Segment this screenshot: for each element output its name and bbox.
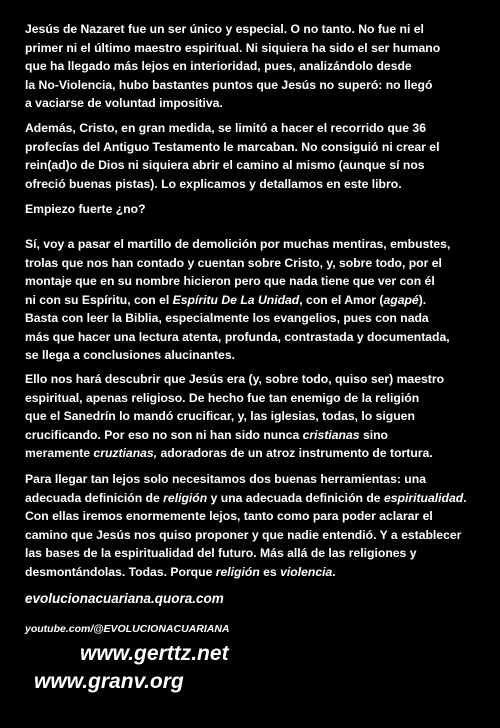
text-line: que ha llegado más lejos en interioridad, pues, analizándolo desde	[25, 59, 412, 73]
text-line	[25, 426, 495, 445]
text-line	[25, 489, 495, 508]
text-line: montaje que en su nombre hicieron pero que nada tiene que ver con él	[25, 274, 435, 288]
text-line: Para llegar tan lejos solo necesitamos dos buenas herramientas: una	[25, 472, 426, 486]
text-line: Ello nos hará descubrir que Jesús era (y, sobre todo, quiso ser) maestro	[25, 372, 445, 386]
gerttz-website-link[interactable]: www.gerttz.net	[80, 642, 229, 665]
quora-link[interactable]: evolucionacuariana.quora.com	[25, 591, 224, 606]
youtube-link[interactable]: youtube.com/@EVOLUCIONACUARIANA	[25, 623, 230, 635]
text-line: Empiezo fuerte ¿no?	[25, 202, 146, 216]
paragraph-strong-start	[25, 200, 495, 219]
text-line	[25, 444, 495, 463]
text-line: trolas que nos han contado y cuentan sobre Cristo, y, sobre todo, por el	[25, 255, 442, 270]
text-fragment: crucificando. Por eso no son ni han sido nunca	[25, 427, 303, 442]
text-line: rein(ad)o de Dios ni siquiera abrir el camino al mismo (aunque sí nos	[25, 158, 425, 172]
text-fragment: desmontándolas. Todas. Porque	[25, 564, 216, 579]
text-line: Con ellas iremos enormemente lejos, tanto como para poder aclarar el	[25, 509, 433, 523]
text-fragment: meramente	[25, 446, 94, 460]
paragraph-prophecies	[25, 119, 495, 193]
paragraph-tools	[25, 470, 495, 581]
text-line: ofreció buenas pistas). Lo explicamos y detallamos en este libro.	[25, 176, 402, 191]
text-line: más que hacer una lectura atenta, profunda, contrastada y documentada,	[25, 329, 450, 344]
text-line: las bases de la espiritualidad del futuro. Más allá de las religiones y	[25, 546, 417, 560]
emphasis-text: espiritualidad	[383, 490, 464, 505]
text-line	[25, 291, 495, 310]
text-fragment: .	[332, 564, 336, 579]
text-line: a vaciarse de voluntad impositiva.	[25, 96, 223, 110]
text-line: primer ni el último maestro espiritual. Ni siquiera ha sido el ser humano	[25, 40, 441, 55]
text-line: espiritual, apenas religioso. De hecho fue tan enemigo de la religión	[25, 390, 420, 405]
emphasis-text: religión	[163, 490, 208, 505]
text-line: profecías del Antiguo Testamento le marcaban. No consiguió ni crear el	[25, 139, 440, 154]
emphasis-text: agapé	[383, 292, 419, 307]
text-fragment: adoradoras de un atroz instrumento de tortura.	[157, 446, 433, 460]
emphasis-text: violencia	[280, 564, 333, 579]
text-line: Además, Cristo, en gran medida, se limitó a hacer el recorrido que 36	[25, 121, 426, 135]
text-line: Basta con leer la Biblia, especialmente los evangelios, pues con nada	[25, 311, 429, 325]
text-fragment: sino	[359, 427, 389, 442]
text-line: Jesús de Nazaret fue un ser único y especial. O no tanto. No fue ni el	[25, 22, 424, 36]
text-fragment: ).	[418, 292, 427, 307]
granv-website-link[interactable]: www.granv.org	[34, 670, 184, 693]
text-fragment: es	[259, 564, 281, 579]
text-line	[25, 563, 495, 582]
emphasis-text: Espíritu De La Unidad	[172, 292, 300, 307]
text-fragment: ni con su Espíritu, con el	[25, 292, 173, 307]
emphasis-text: cristianas	[302, 427, 360, 442]
text-fragment: .	[463, 490, 467, 505]
text-fragment: adecuada definición de	[25, 490, 164, 505]
text-line: Sí, voy a pasar el martillo de demolición por muchas mentiras, embustes,	[25, 237, 451, 251]
text-line: la No-Violencia, hubo bastantes puntos que Jesús no superó: no llegó	[25, 77, 433, 92]
paragraph-demolition	[25, 235, 495, 365]
emphasis-text: religión	[215, 564, 260, 579]
text-fragment: y una adecuada definición de	[207, 490, 384, 505]
text-line: que el Sanedrín lo mandó crucificar, y, las iglesias, todas, lo siguen	[25, 409, 415, 423]
text-line: se llega a conclusiones alucinantes.	[25, 348, 235, 362]
text-fragment: , con el Amor (	[299, 292, 384, 307]
emphasis-text: cruztianas,	[93, 446, 158, 460]
paragraph-master	[25, 370, 495, 463]
text-line: camino que Jesús nos quiso proponer y que nadie entendió. Y a establecer	[25, 527, 462, 542]
paragraph-intro	[25, 20, 495, 113]
